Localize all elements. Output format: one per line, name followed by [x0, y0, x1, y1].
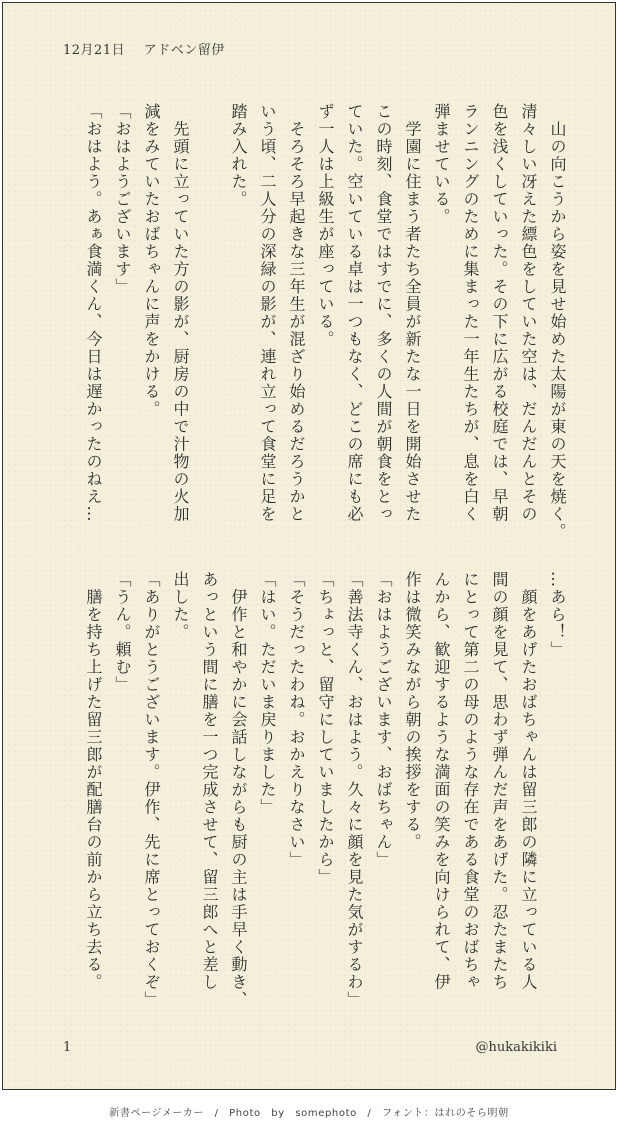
text-line: いう頃、二人分の深緑の影が、連れ立って食堂に足を [258, 103, 277, 523]
text-line: 「うん。頼む」 [113, 571, 132, 694]
text-line: 「そうだったわね。おかえりなさい」 [287, 571, 306, 869]
text-line: ていた。空いている卓は一つもなく、どこの席にも必 [345, 103, 364, 523]
header-title: アドベン留伊 [143, 43, 225, 58]
text-line: 作は微笑みながら朝の挨拶をする。 [403, 571, 422, 851]
text-line: 清々しい冴えた縹色をしていた空は、だんだんとその [519, 103, 538, 523]
text-line: 「おはようございます」 [113, 103, 132, 296]
text-line: 膳を持ち上げた留三郎が配膳台の前から立ち去る。 [84, 571, 103, 991]
text-line: 踏み入れた。 [229, 103, 248, 208]
manuscript-page [2, 2, 616, 1090]
page-header [63, 39, 225, 58]
text-line: 「おはようございます、おばちゃん」 [374, 571, 393, 869]
header-date: 12月21日 [63, 43, 126, 58]
text-line: 山の向こうから姿を見せ始めた太陽が東の天を焼く。 [548, 103, 567, 541]
text-line: んから、歓迎するような満面の笑みを向けられて、伊 [432, 571, 451, 991]
text-line: 「善法寺くん、おはよう。久々に顔を見た気がするわ」 [345, 571, 364, 1009]
text-line: 間の顔を見て、思わず弾んだ声をあげた。忍たまたち [490, 571, 509, 991]
text-line: 出した。 [171, 571, 190, 641]
text-line: 「ありがとうございます。伊作、先に席とっておくぞ」 [142, 571, 161, 1009]
text-line: にとって第二の母のような存在である食堂のおばちゃ [461, 571, 480, 991]
text-line: 「おはよう。あぁ食満くん、今日は遅かったのねえ… [84, 103, 103, 523]
text-line: 伊作と和やかに会話しながらも厨の主は手早く動き、 [229, 571, 248, 1009]
text-line: あっという間に膳を一つ完成させて、留三郎へと差し [200, 571, 219, 991]
text-line: 減をみていたおばちゃんに声をかける。 [142, 103, 161, 418]
text-line: この時刻、食堂ではすでに、多くの人間が朝食をとっ [374, 103, 393, 523]
credit-footer: 新書ページメーカー / Photo by somephoto / フォント：はれのそら明朝 [109, 1108, 509, 1119]
text-line: そろそろ早起きな三年生が混ざり始めるだろうかと [287, 103, 306, 523]
text-line: 弾ませている。 [432, 103, 451, 226]
text-line: …あら！」 [548, 571, 567, 659]
text-line: 学園に住まう者たち全員が新たな一日を開始させた [403, 103, 422, 523]
text-line: 「ちょっと、留守にしていましたから」 [316, 571, 335, 886]
page-number: 1 [63, 1040, 72, 1055]
text-line: 顔をあげたおばちゃんは留三郎の隣に立っている人 [519, 571, 538, 991]
text-line: ランニングのために集まった一年生たちが、息を白く [461, 103, 480, 523]
text-line: ず一人は上級生が座っている。 [316, 103, 335, 348]
text-line: 色を浅くしていった。その下に広がる校庭では、早朝 [490, 103, 509, 523]
text-line: 「はい。ただいま戻りました」 [258, 571, 277, 816]
text-line: 先頭に立っていた方の影が、厨房の中で汁物の火加 [171, 103, 190, 523]
author-handle: @hukakikiki [475, 1040, 557, 1055]
